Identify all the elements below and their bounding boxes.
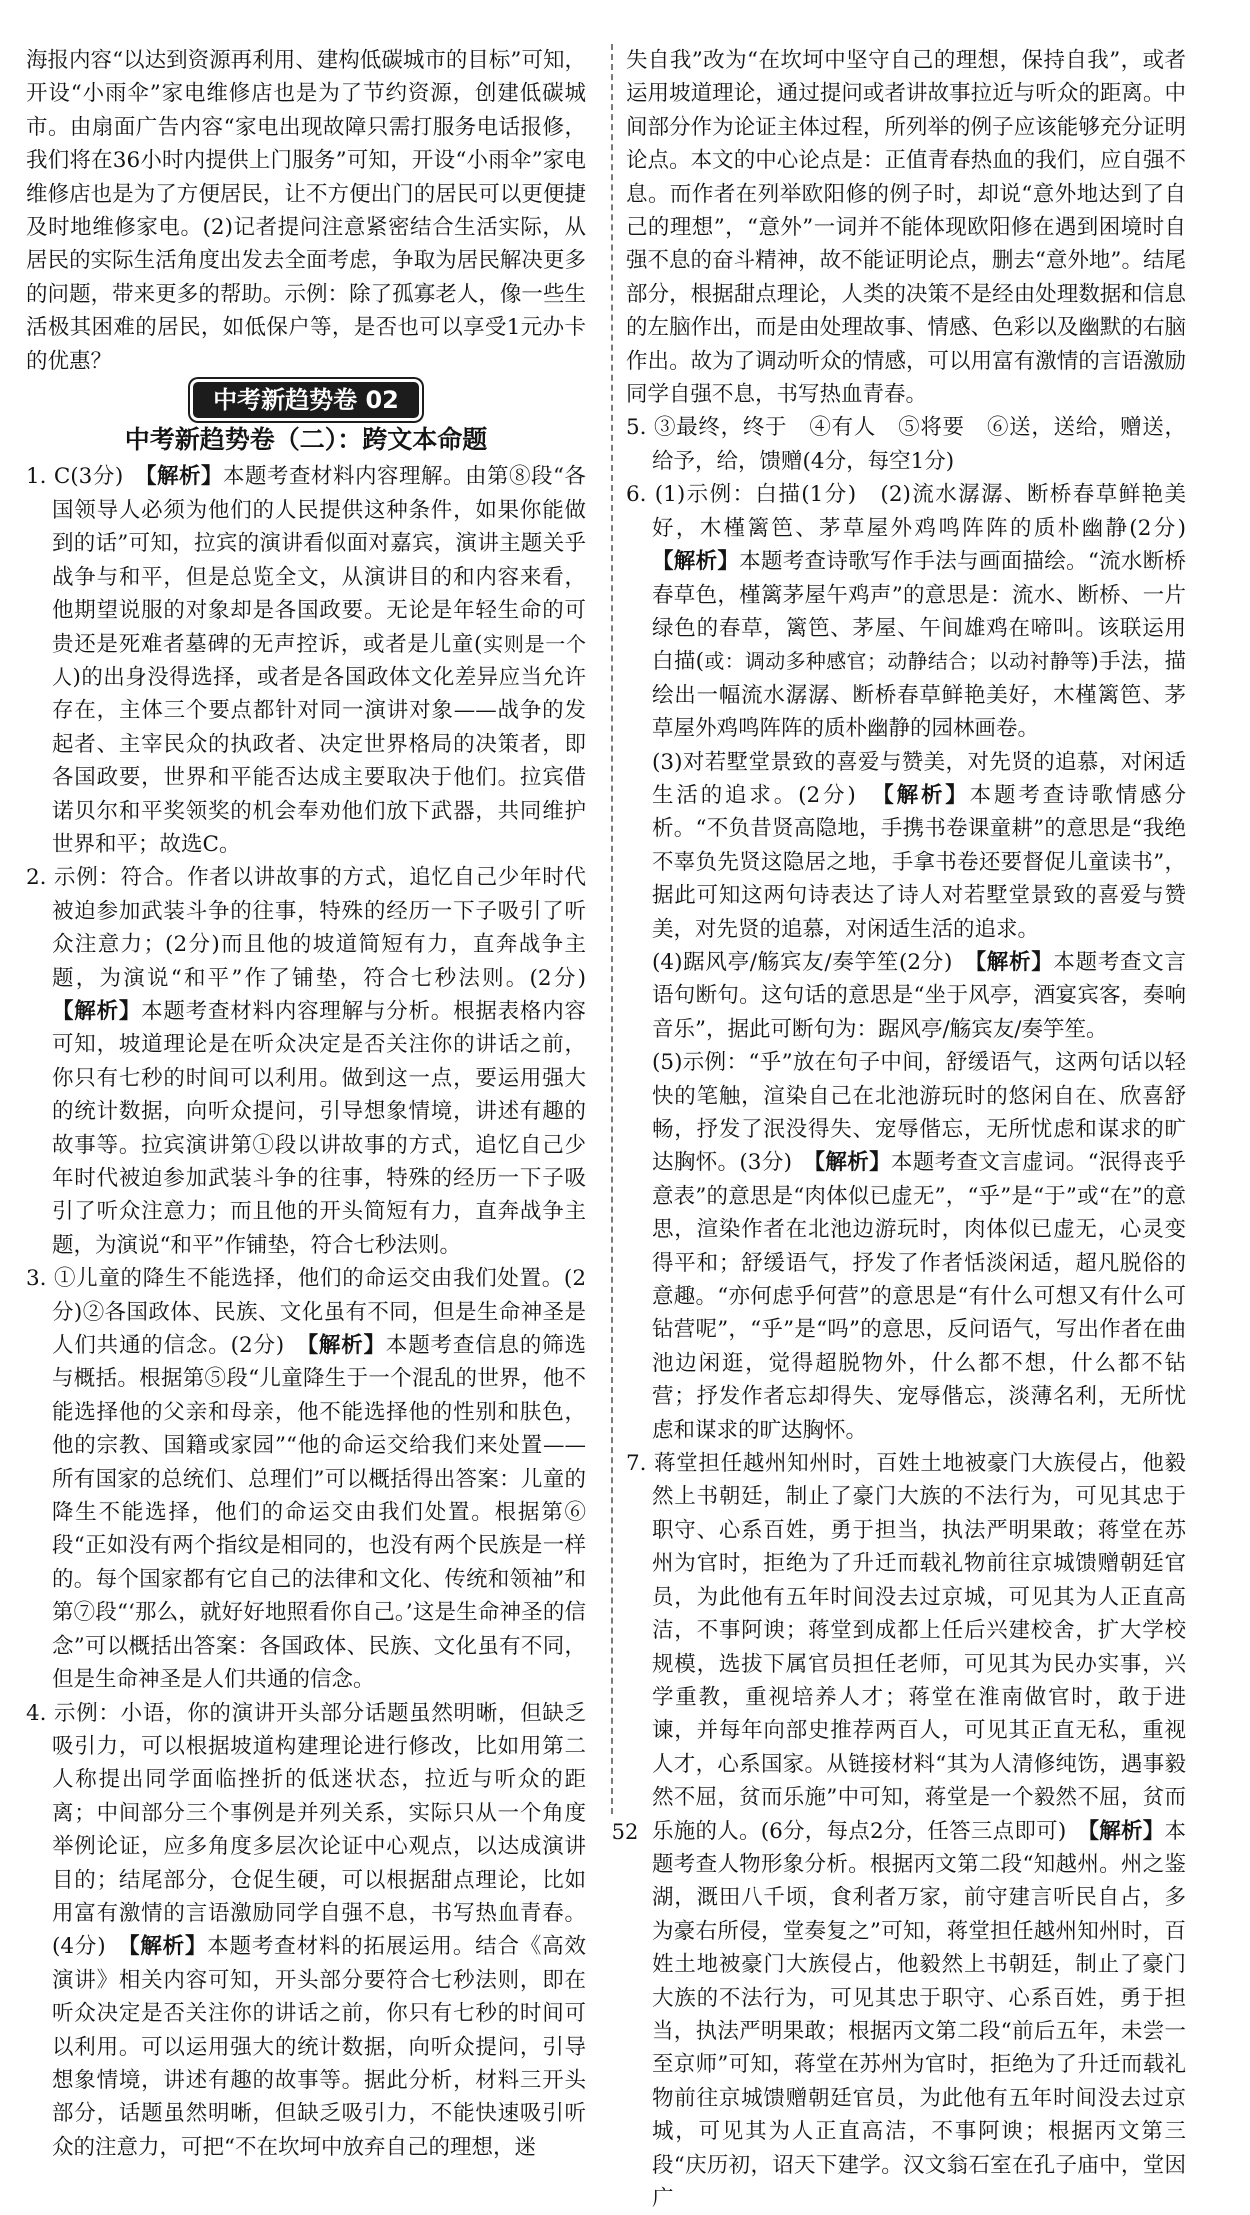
q2-answer: 2. 示例：符合。作者以讲故事的方式，追忆自己少年时代被迫参加武装斗争的往事，特殊的经历一下子吸引了听众注意力；(2分)而且他的坡道简短有力，直奔战争主题，为演说“和平”作了铺垫，符合七秒法则。(2分) xyxy=(26,865,608,991)
right-column xyxy=(626,44,1208,2215)
q6-part4: (4)踞风亭/觞宾友/奏竽笙(2分) xyxy=(652,949,976,975)
left-column xyxy=(26,44,608,2164)
q6-part1-analysis-2: )手法，描绘出一幅流水潺潺、断桥春草鲜艳美好，木槿篱笆、茅草屋外鸡鸣阵阵的质朴幽静的园林画卷。 xyxy=(652,649,1187,742)
q7-answer: 7. 蒋堂担任越州知州时，百姓土地被豪门大族侵占，他毅然上书朝廷，制止了豪门大族的不法行为，可见其忠于职守、心系百姓，勇于担当，执法严明果敢；蒋堂在苏州为官时，拒绝为了升迁而载礼物前往京城馈赠朝廷官员，为此他有五年时间没去过京城，可见其为人正直高洁，不事阿谀；蒋堂到成都上任后兴建校舍，扩大学校规模，选拔下属官员担任老师，可见其为民办实事，兴学重教，重视培养人才；蒋堂在淮南做官时，敢于进谏，并每年向部史推荐两百人，可见其正直无私，重视人才，心系国家。从链接材料“其为人清修纯饬，遇事毅然不屈，贫而乐施”中可知，蒋堂是一个毅然不屈，贫而乐施的人。(6分，每点2分，任答三点即可) xyxy=(626,1451,1186,1844)
q3-analysis: 本题考查信息的筛选与概括。根据第⑤段“儿童降生于一个混乱的世界，他不能选择他的父亲和母亲，他不能选择他的性别和肤色，他的宗教、国籍或家园”“他的命运交给我们来处置——所有国家的总统们、总理们”可以概括得出答案：儿童的降生不能选择，他们的命运交由我们处置。根据第⑥段“正如没有两个指纹是相同的，也没有两个民族是一样的。每个国家都有它自己的法律和文化、传统和领袖”和第⑦段“‘那么，就好好地照看你自己。’这是生命神圣的信念”可以概括出答案：各国政体、民族、文化虽有不同，但是生命神圣是人们共通的信念。 xyxy=(52,1333,586,1693)
answer-q6-4 xyxy=(626,946,1186,1046)
q3-analysis-tag: 【解析】 xyxy=(307,1333,386,1359)
q1-analysis: 本题考查材料内容理解。由第⑧段“各国领导人必须为他们的人民提供这种条件，如果你能做到的话”可知，拉宾的演讲看似面对嘉宾，演讲主题关乎战争与和平，但是总览全文，从演讲目的和内容来看，他期望说服的对象却是各国政要。无论是年轻生命的可贵还是死难者墓碑的无声控诉，或者是儿童( xyxy=(52,464,586,657)
answer-q5: 5. ③最终，终于 ④有人 ⑤将要 ⑥送，送给，赠送，给予，给，馈赠(4分，每空1分) xyxy=(626,415,1186,474)
answer-q1 xyxy=(26,460,586,861)
q1-note: 实则是一个人 xyxy=(52,631,587,689)
q6-part3-analysis: 本题考查诗歌情感分析。“不负昔贤高隐地，手携书卷课童耕”的意思是“我绝不辜负先贤这隐居之地，手拿书卷还要督促儿童读书”，据此可知这两句诗表达了诗人对若墅堂景致的喜爱与赞美，对先贤的追慕，对闲适生活的追求。 xyxy=(652,782,1186,942)
q6-analysis-tag-1: 【解析】 xyxy=(652,549,740,575)
q7-analysis: 本题考查人物形象分析。根据丙文第二段“知越州。州之鉴湖，溉田八千顷，食利者万家，前守建言听民自占，多为豪右所侵，堂奏复之”可知，蒋堂担任越州知州时，百姓土地被豪门大族侵占，他毅然上书朝廷，制止了豪门大族的不法行为，可见其忠于职守、心系百姓，勇于担当，执法严明果敢；根据丙文第二段“前后五年，未尝一至京师”可知，蒋堂在苏州为官时，拒绝为了升迁而载礼物前往京城馈赠朝廷官员，为此他有五年时间没去过京城，可见其为人正直高洁，不事阿谀；根据丙文第三段“庆历初，诏天下建学。汉文翁石室在孔子庙中，堂因广 xyxy=(652,1818,1186,2211)
page-number: 52 xyxy=(611,1820,639,1844)
answer-q6 xyxy=(626,478,1208,745)
q3-answer: 3. ①儿童的降生不能选择，他们的命运交由我们处置。(2分)②各国政体、民族、文化虽有不同，但是生命神圣是人们共通的信念。(2分) xyxy=(26,1266,586,1359)
q6-analysis-tag-4: 【解析】 xyxy=(975,949,1054,975)
intro-paragraph: 海报内容“以达到资源再利用、建构低碳城市的目标”可知，开设“小雨伞”家电维修店也是为了节约资源，创建低碳城市。由扇面广告内容“家电出现故障只需打服务电话报修，我们将在36小时内提供上门服务”可知，开设“小雨伞”家电维修店也是为了方便居民，让不方便出门的居民可以更便捷及时地维修家电。(2)记者提问注意紧密结合生活实际，从居民的实际生活角度出发去全面考虑，争取为居民解决更多的问题，带来更多的帮助。示例：除了孤寡老人，像一些生活极其困难的居民，如低保户等，是否也可以享受1元办卡的优惠？ xyxy=(26,48,586,374)
section-subtitle: 中考新趋势卷（二）：跨文本命题 xyxy=(124,425,488,455)
q4-continuation: 失自我”改为“在坎坷中坚守自己的理想，保持自我”，或者运用坡道理论，通过提问或者讲故事拉近与听众的距离。中间部分作为论证主体过程，所列举的例子应该能够充分证明论点。本文的中心论点是：正值青春热血的我们，应自强不息。而作者在列举欧阳修的例子时，却说“意外地达到了自己的理想”，“意外”一词并不能体现欧阳修在遇到困境时自强不息的奋斗精神，故不能证明论点，删去“意外地”。结尾部分，根据甜点理论，人类的决策不是经由处理数据和信息的左脑作出，而是由处理故事、情感、色彩以及幽默的右脑作出。故为了调动听众的情感，可以用富有激情的言语激励同学自强不息，书写热血青春。 xyxy=(626,48,1186,408)
q1-analysis-2: )的出身没得选择，或者是各国政体文化差异应当允许存在，主体三个要点都针对同一演讲对象——战争的发起者、主宰民众的执政者、决定世界格局的决策者，即各国政要，世界和平能否达成主要取决于他们。拉宾借诺贝尔和平奖领奖的机会奉劝他们放下武器，共同维护世界和平；故选C。 xyxy=(52,664,587,857)
q1-answer: 1. C(3分) xyxy=(26,464,146,490)
q7-analysis-tag: 【解析】 xyxy=(1088,1818,1165,1844)
answer-q6-3 xyxy=(626,746,1186,946)
q1-analysis-tag: 【解析】 xyxy=(145,464,223,490)
answer-q6-5 xyxy=(626,1046,1186,1447)
q4-analysis: 本题考查材料的拓展运用。结合《高效演讲》相关内容可知，开头部分要符合七秒法则，即在听众决定是否关注你的讲话之前，你只有七秒的时间可以利用。可以运用强大的统计数据，向听众提问，引导想象情境，讲述有趣的故事等。据此分析，材料三开头部分，话题虽然明晰，但缺乏吸引力，不能快速吸引听众的注意力，可把“不在坎坷中放弃自己的理想，迷 xyxy=(52,1934,586,2160)
section-banner-wrap xyxy=(26,382,586,418)
q6-part5-analysis: 本题考查文言虚词。“泯得丧乎意表”的意思是“肉体似已虚无”，“乎”是“于”或“在”的意思，渲染作者在北池边游玩时，肉体似已虚无，心灵变得平和；舒缓语气，抒发了作者恬淡闲适，超凡脱俗的意趣。“亦何虑乎何营”的意思是“有什么可想又有什么可钻营呢”，“乎”是“吗”的意思，反问语气，写出作者在曲池边闲逛，觉得超脱物外，什么都不想，什么都不钻营；抒发作者忘却得失、宠辱偕忘，淡薄名利，无所忧虑和谋求的旷达胸怀。 xyxy=(652,1150,1186,1443)
q4-analysis-tag: 【解析】 xyxy=(128,1934,208,1960)
q6-analysis-tag-5: 【解析】 xyxy=(814,1150,891,1176)
q2-analysis-tag: 【解析】 xyxy=(52,998,142,1024)
answer-q4 xyxy=(26,1697,586,2165)
q6-note: 或：调动多种感官；动静结合；以动衬静等 xyxy=(704,649,1091,674)
q6-analysis-tag-3: 【解析】 xyxy=(882,782,970,808)
q6-part5: (5)示例：“乎”放在句子中间，舒缓语气，这两句话以轻快的笔触，渲染自己在北池游玩时的悠闲自在、欣喜舒畅，抒发了泯没得失、宠辱偕忘，无所忧虑和谋求的旷达胸怀。(3分) xyxy=(652,1050,1186,1176)
q4-answer: 4. 示例：小语，你的演讲开头部分话题虽然明晰，但缺乏吸引力，可以根据坡道构建理论进行修改，比如用第二人称提出同学面临挫折的低迷状态，拉近与听众的距离；中间部分三个事例是并列关系，实际只从一个角度举例论证，应多角度多层次论证中心观点，以达成演讲目的；结尾部分，仓促生硬，可以根据甜点理论，比如用富有激情的言语激励同学自强不息，书写热血青春。(4分) xyxy=(26,1700,586,1960)
answer-q2 xyxy=(26,861,608,1262)
section-banner: 中考新趋势卷 02 xyxy=(193,382,419,418)
q6-part4-analysis: 本题考查文言语句断句。这句话的意思是“坐于风亭，酒宴宾客，奏响音乐”，据此可断句为：踞风亭/觞宾友/奏竽笙。 xyxy=(652,949,1186,1042)
q6-part3: (3)对若墅堂景致的喜爱与赞美，对先贤的追慕，对闲适生活的追求。(2分) xyxy=(652,749,1186,808)
q2-analysis: 本题考查材料内容理解与分析。根据表格内容可知，坡道理论是在听众决定是否关注你的讲话之前，你只有七秒的时间可以利用。做到这一点，要运用强大的统计数据，向听众提问，引导想象情境，讲述有趣的故事等。拉宾演讲第①段以讲故事的方式，追忆自己少年时代被迫参加武装斗争的往事，特殊的经历一下子吸引了听众注意力；而且他的开头简短有力，直奔战争主题，为演说“和平”作铺垫，符合七秒法则。 xyxy=(52,998,586,1258)
q6-part1: 6. (1)示例：白描(1分) (2)流水潺潺、断桥春草鲜艳美好，木槿篱笆、茅草屋外鸡鸣阵阵的质朴幽静(2分) xyxy=(626,482,1208,541)
q6-part1-analysis: 本题考查诗歌写作手法与画面描绘。“流水断桥春草色，槿篱茅屋午鸡声”的意思是：流水、断桥、一片绿色的春草，篱笆、茅屋、午间雄鸡在啼叫。该联运用白描( xyxy=(652,549,1186,675)
column-divider xyxy=(611,44,613,1814)
answer-q3 xyxy=(26,1262,586,1696)
